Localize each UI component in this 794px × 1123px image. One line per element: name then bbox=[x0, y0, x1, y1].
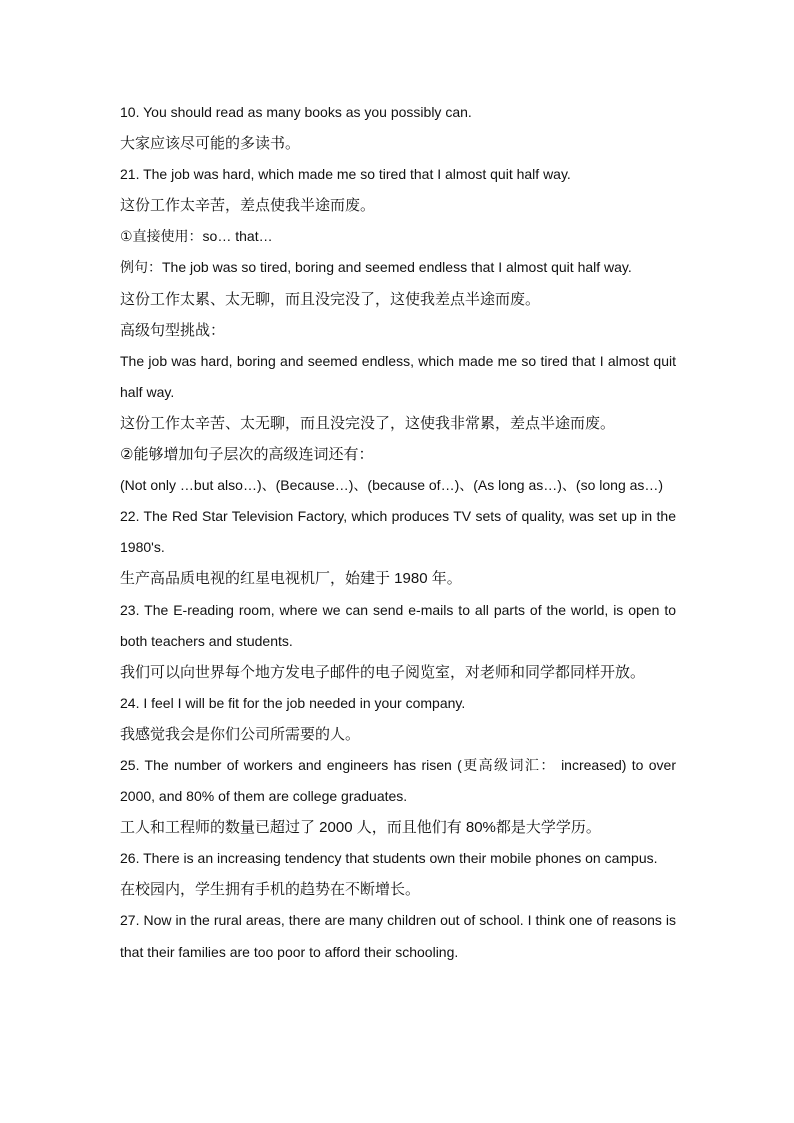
paragraph: 工人和工程师的数量已超过了 2000 人，而且他们有 80%都是大学学历。 bbox=[120, 819, 601, 837]
paragraph: 这份工作太累、太无聊，而且没完没了，这使我差点半途而废。 bbox=[120, 290, 541, 308]
paragraph: 26. There is an increasing tendency that students own their mobile phones on campus. bbox=[120, 850, 658, 867]
paragraph: 在校园内，学生拥有手机的趋势在不断增长。 bbox=[120, 881, 421, 899]
paragraph: 25. The number of workers and engineers has risen (更高级词汇： increased) to over 2000, and 80% of them are college graduates. bbox=[120, 756, 676, 805]
paragraph: ②能够增加句子层次的高级连词还有： bbox=[120, 446, 374, 464]
paragraph: 生产高品质电视的红星电视机厂，始建于 1980 年。 bbox=[120, 570, 462, 588]
paragraph: 大家应该尽可能的多读书。 bbox=[120, 135, 301, 153]
paragraph: The job was hard, boring and seemed endless, which made me so tired that I almost quit half way. bbox=[120, 352, 676, 400]
paragraph: 27. Now in the rural areas, there are many children out of school. I think one of reasons is that their families are too poor to afford their schooling. bbox=[120, 912, 676, 960]
paragraph: 23. The E-reading room, where we can send e-mails to all parts of the world, is open to both teachers and students. bbox=[120, 601, 676, 649]
paragraph: 我感觉我会是你们公司所需要的人。 bbox=[120, 725, 361, 743]
document-body bbox=[120, 97, 676, 968]
paragraph: (Not only …but also…)、(Because…)、(because of…)、(As long as…)、(so long as…) bbox=[120, 477, 664, 494]
paragraph: 例句：The job was so tired, boring and seemed endless that I almost quit half way. bbox=[120, 259, 632, 276]
paragraph: 24. I feel I will be fit for the job needed in your company. bbox=[120, 694, 466, 711]
paragraph: 22. The Red Star Television Factory, which produces TV sets of quality, was set up in the 1980's. bbox=[120, 508, 676, 556]
paragraph: 21. The job was hard, which made me so tired that I almost quit half way. bbox=[120, 166, 571, 183]
paragraph: ①直接使用：so… that… bbox=[120, 228, 273, 245]
paragraph: 10. You should read as many books as you possibly can. bbox=[120, 104, 472, 120]
paragraph: 这份工作太辛苦、太无聊，而且没完没了，这使我非常累，差点半途而废。 bbox=[120, 414, 616, 432]
paragraph: 高级句型挑战： bbox=[120, 321, 226, 339]
paragraph: 我们可以向世界每个地方发电子邮件的电子阅览室，对老师和同学都同样开放。 bbox=[120, 663, 646, 681]
paragraph: 这份工作太辛苦，差点使我半途而废。 bbox=[120, 197, 376, 215]
